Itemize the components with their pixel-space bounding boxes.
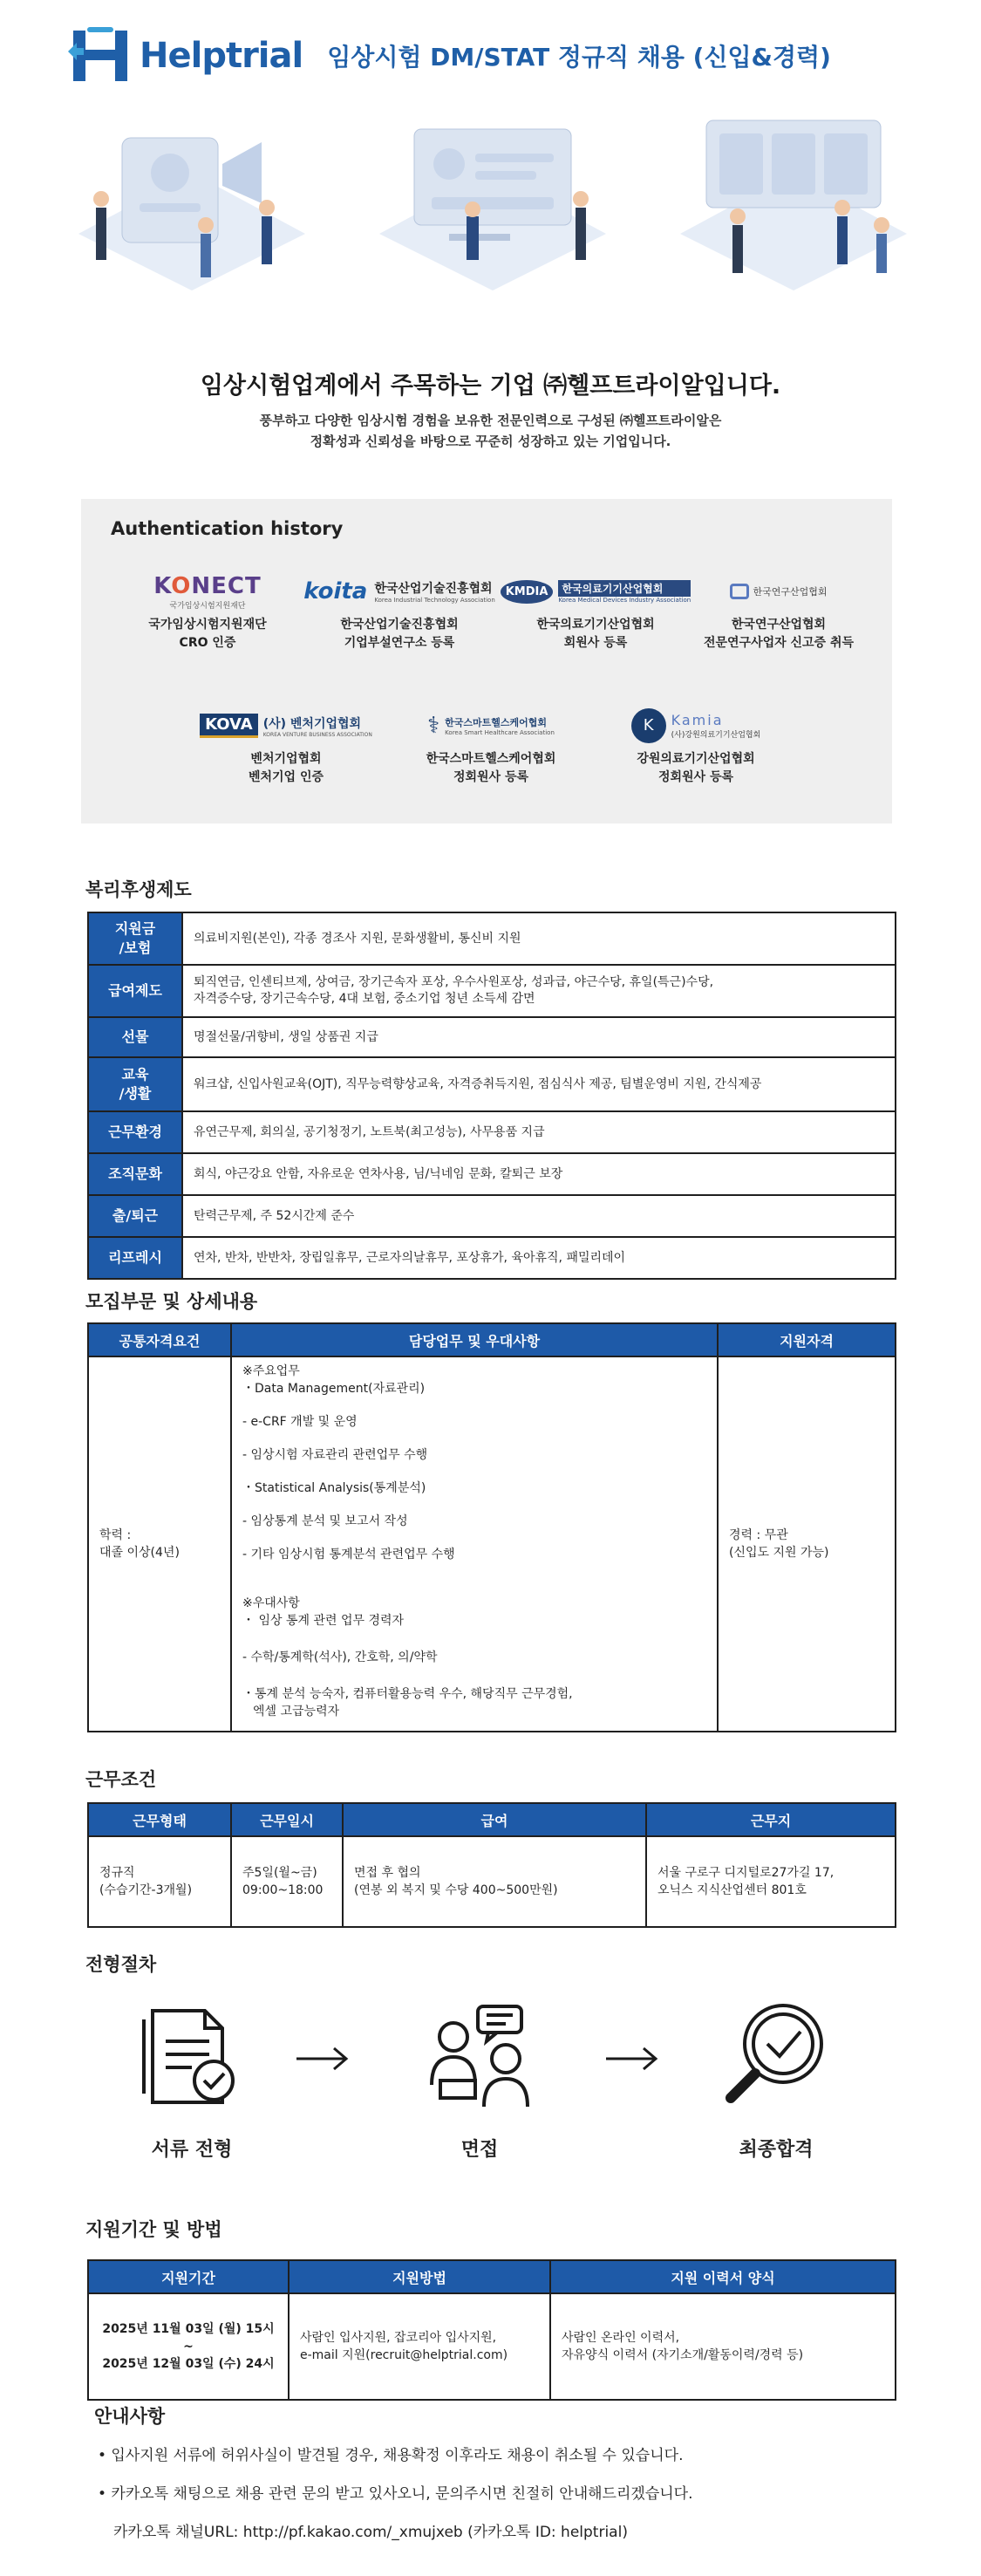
smart-healthcare-logo: ⚕ 한국스마트헬스케어협회 Korea Smart Healthcare Association [427,713,555,739]
megaphone-team-illustration [61,103,323,295]
kmdia-logo: KMDIA 한국의료기기산업협회 Korea Medical Devices Industry Association [495,567,696,616]
welfare-value: 의료비지원(본인), 각종 경조사 지원, 문화생활비, 통신비 지원 [182,912,896,965]
org-kamia [596,701,796,787]
step-document-review [96,1993,288,2162]
welfare-label: 출/퇴근 [88,1195,182,1237]
welfare-label: 급여제도 [88,965,182,1017]
welfare-label: 리프레시 [88,1237,182,1279]
welfare-value: 연차, 반차, 반반차, 장립일휴무, 근로자의날휴무, 포상휴가, 육아휴직, 패밀리데이 [182,1237,896,1279]
conditions-col-header: 급여 [343,1803,646,1836]
org-kova [186,701,386,787]
org-name: 벤처기업협회 [250,752,322,766]
koita-logo: koita 한국산업기술진흥협회 Korea Industrial Technology Association [303,578,495,605]
org-desc: 기업부설연구소 등록 [344,636,455,650]
step-label: 최종합격 [739,2139,814,2161]
welfare-row [88,1195,896,1237]
document-check-icon [131,1993,253,2115]
step-final-pass [680,1993,872,2162]
selection-process [87,1993,872,2168]
org-name: 한국연구산업협회 [731,618,827,632]
conditions-col-header: 근무지 [646,1803,896,1836]
notice-heading: 안내사항 [94,2406,166,2427]
kamia-logo: K Kamia (사)강원의료기기산업협회 [596,701,796,750]
org-kmdia [495,567,696,653]
konect-logo: KONECT 국가임상시험지원재단 [153,572,262,611]
welfare-table [87,912,896,1280]
conditions-col-header: 근무일시 [231,1803,343,1836]
welfare-row [88,1153,896,1195]
org-name: 강원의료기기산업협회 [637,752,755,766]
org-desc: 전문연구사업자 신고증 취득 [703,636,855,650]
org-name: 한국스마트헬스케어협회 [426,752,556,766]
apply-method: 사람인 입사지원, 잡코리아 입사지원, e-mail 지원(recruit@helptrial.com) [289,2293,550,2400]
org-smart-healthcare [391,701,591,787]
arrow-right-icon [602,2041,663,2076]
welfare-row [88,912,896,965]
notice-item: • 입사지원 서류에 허위사실이 발견될 경우, 채용확정 이후라도 채용이 취소될 수 있습니다. [98,2447,684,2464]
welfare-label: 교육 /생활 [88,1057,182,1111]
welfare-value: 명절선물/귀향비, 생일 상품권 지급 [182,1017,896,1057]
intro-desc-line: 풍부하고 다양한 임상시험 경험을 보유한 전문인력으로 구성된 ㈜헬프트라이알은 [259,413,722,428]
org-name: 국가임상시험지원재단 [148,618,267,632]
kova-logo: KOVA (사) 벤처기업협회 KOREA VENTURE BUSINESS ASSOCIATION [186,701,386,750]
welfare-label: 선물 [88,1017,182,1057]
work-type: 정규직 (수습기간-3개월) [88,1836,231,1927]
apply-heading: 지원기간 및 방법 [85,2219,222,2240]
authentication-history [81,499,892,823]
duties-and-preferences: ※주요업무 ・Data Management(자료관리) - e-CRF 개발 및 운영 - 임상시험 자료관리 관련업무 수행 ・Statistical Analysis(통계분석) - 임상통계 분석 및 보고서 작성 - 기타 임상시험 통계분석 관련업무 수행 ※우대사항 ・ 임상 통계 관련 업무 경력자 - 수학/통계학(석사), 간호학, 의/약학 ・통계 분석 능숙자, 컴퓨터활용능력 우수, 해당직무 근무경험, 엑셀 고급능력자 [231,1356,718,1732]
step-interview [384,1993,576,2162]
step-label: 서류 전형 [151,2139,233,2161]
org-desc: 정회원사 등록 [453,770,529,784]
apply-col-header: 지원기간 [88,2260,289,2293]
kria-logo: 한국연구산업협회 [678,567,879,616]
welfare-heading: 복리후생제도 [85,879,192,900]
apply-period: 2025년 11월 03일 (월) 15시 ~ 2025년 12월 03일 (수) 24시 [88,2293,289,2400]
welfare-row [88,1111,896,1153]
candidate-board-illustration [663,103,924,295]
salary: 면접 후 협의 (연봉 외 복지 및 수당 400~500만원) [343,1836,646,1927]
welfare-value: 퇴직연금, 인센티브제, 상여금, 장기근속자 포상, 우수사원포상, 성과급, 야근수당, 휴일(특근)수당, 자격증수당, 장기근속수당, 4대 보험, 중소기업 청년 소득세 감면 [182,965,896,1017]
intro-title: 임상시험업계에서 주목하는 기업 ㈜헬프트라이알입니다. [200,372,781,400]
notice-item: • 카카오톡 채팅으로 채용 관련 문의 받고 있사오니, 문의주시면 친절히 안내해드리겠습니다. [98,2485,693,2503]
org-konect [107,567,308,653]
logo-text: Helptrial [140,36,303,76]
org-name: 한국산업기술진흥협회 [340,618,459,632]
helptrial-logo [68,25,303,86]
recruit-table [87,1322,896,1732]
eligibility: 경력 : 무관 (신입도 지원 가능) [718,1356,896,1732]
recruit-col-header: 지원자격 [718,1323,896,1356]
resume-form: 사람인 온라인 이력서, 자유양식 이력서 (자기소개/활동이력/경력 등) [550,2293,896,2400]
process-heading: 전형절차 [85,1954,157,1975]
org-desc: CRO 인증 [179,636,236,650]
recruit-col-header: 공통자격요건 [88,1323,231,1356]
org-kria [678,567,879,653]
welfare-label: 지원금 /보험 [88,912,182,965]
step-label: 면접 [460,2139,499,2161]
recruit-col-header: 담당업무 및 우대사항 [231,1323,718,1356]
org-desc: 정회원사 등록 [657,770,734,784]
welfare-row [88,965,896,1017]
arrow-right-icon [292,2041,353,2076]
header [68,21,946,91]
welfare-row [88,1057,896,1111]
welfare-label: 근무환경 [88,1111,182,1153]
org-desc: 벤처기업 인증 [248,770,324,784]
magnifier-check-icon [715,1993,837,2115]
work-hours: 주5일(월~금) 09:00~18:00 [231,1836,343,1927]
hero-illustrations [61,103,924,295]
welfare-label: 조직문화 [88,1153,182,1195]
conditions-heading: 근무조건 [85,1769,157,1790]
auth-title: Authentication history [111,518,344,539]
common-qualification: 학력 : 대졸 이상(4년) [88,1356,231,1732]
welfare-value: 탄력근무제, 주 52시간제 준수 [182,1195,896,1237]
welfare-row [88,1237,896,1279]
page-title: 임상시험 DM/STAT 정규직 채용 (신입&경력) [327,43,831,72]
org-name: 한국의료기기산업협회 [536,618,655,632]
helptrial-h-logo-icon [68,25,136,86]
conditions-table [87,1802,896,1928]
intro-desc-line: 정확성과 신뢰성을 바탕으로 꾸준히 성장하고 있는 기업입니다. [310,434,671,449]
welfare-value: 워크샵, 신입사원교육(OJT), 직무능력향상교육, 자격증취득지원, 점심식사 제공, 팀별운영비 지원, 간식제공 [182,1057,896,1111]
org-koita [299,567,500,653]
recruit-heading: 모집부문 및 상세내용 [85,1291,258,1312]
apply-col-header: 지원 이력서 양식 [550,2260,896,2293]
apply-table [87,2259,896,2401]
intro-description [0,410,981,452]
org-desc: 회원사 등록 [563,636,628,650]
welfare-row [88,1017,896,1057]
conditions-col-header: 근무형태 [88,1803,231,1836]
apply-col-header: 지원방법 [289,2260,550,2293]
work-location: 서울 구로구 디지털로27가길 17, 오닉스 지식산업센터 801호 [646,1836,896,1927]
welfare-value: 유연근무제, 회의실, 공기청정기, 노트북(최고성능), 사무용품 지급 [182,1111,896,1153]
welfare-value: 회식, 야근강요 안함, 자유로운 연차사용, 님/닉네임 문화, 칼퇴근 보장 [182,1153,896,1195]
online-form-illustration [362,103,623,295]
kakao-channel-link[interactable]: 카카오톡 채널URL: http://pf.kakao.com/_xmujxeb (카카오톡 ID: helptrial) [113,2524,628,2541]
interview-icon [419,1993,541,2115]
